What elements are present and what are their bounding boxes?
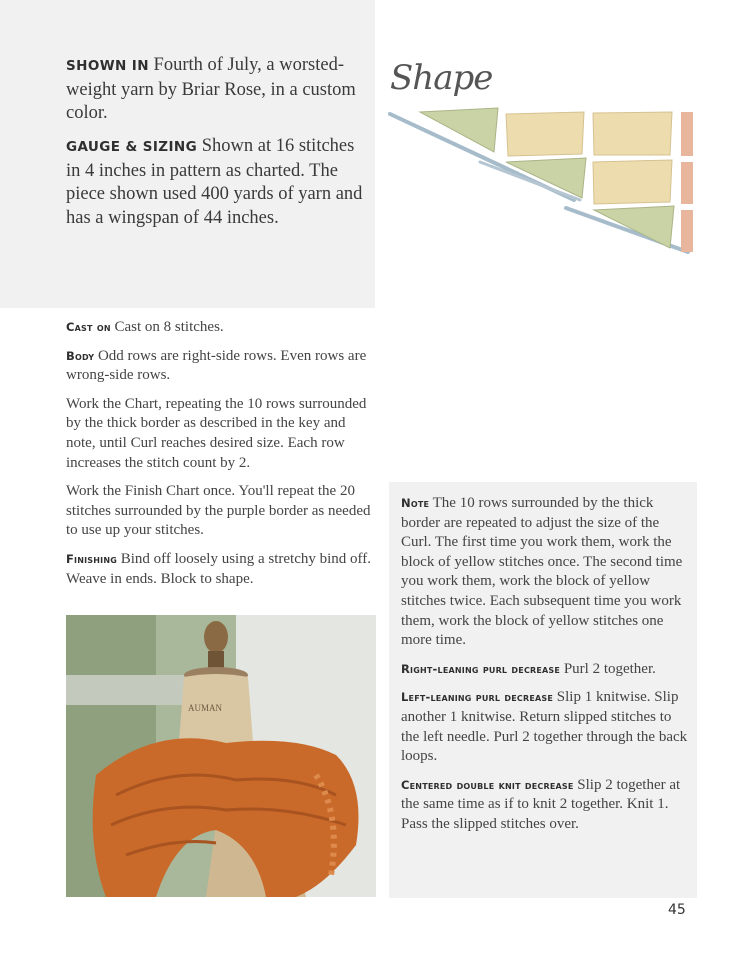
shown-in-paragraph bbox=[66, 54, 366, 126]
left-leaning-text: Slip 1 knitwise. Slip another 1 knitwise. Return slipped stitches to the left needle. Purl 2 together through the back loops. bbox=[401, 689, 688, 765]
note-label: Note bbox=[401, 496, 430, 510]
gauge-label: GAUGE & SIZING bbox=[66, 139, 198, 155]
shawl-photo bbox=[66, 615, 376, 897]
note-box bbox=[389, 482, 697, 898]
salmon-strip-1 bbox=[681, 112, 693, 156]
note-paragraph bbox=[401, 494, 689, 651]
finishing-label: Finishing bbox=[66, 551, 117, 566]
page-number: 45 bbox=[668, 902, 686, 918]
salmon-strip-3 bbox=[681, 210, 693, 252]
right-leaning-paragraph bbox=[401, 660, 689, 680]
note-content bbox=[401, 494, 689, 844]
left-leaning-paragraph bbox=[401, 688, 689, 766]
yellow-block-3 bbox=[593, 160, 672, 204]
cast-on-label: Cast on bbox=[66, 320, 111, 334]
shape-diagram bbox=[388, 100, 698, 260]
green-triangle-3 bbox=[594, 206, 674, 248]
left-leaning-label: Left-leaning purl decrease bbox=[401, 690, 554, 705]
body-paragraph bbox=[66, 347, 378, 386]
right-leaning-text: Purl 2 together. bbox=[563, 660, 656, 677]
right-leaning-label: Right-leaning purl decrease bbox=[401, 661, 561, 676]
instructions-column bbox=[66, 318, 378, 598]
shape-title: Shape bbox=[390, 58, 493, 98]
finishing-text: Bind off loosely using a stretchy bind off. Weave in ends. Block to shape. bbox=[66, 550, 372, 587]
finish-chart-paragraph: Work the Finish Chart once. You'll repeat the 20 stitches surrounded by the purple border as needed to use up your stitches. bbox=[66, 483, 371, 539]
cast-on-paragraph bbox=[66, 318, 378, 338]
centered-double-paragraph bbox=[401, 776, 689, 835]
note-text: The 10 rows surrounded by the thick border are repeated to adjust the size of the Curl. The first time you work them, work the block of yellow stitches once. The second time you work them, work the block of yellow stitches twice. Each subsequent time you work them, work the block of yellow stitches one more time. bbox=[401, 495, 683, 649]
finishing-paragraph bbox=[66, 550, 378, 589]
body-label: Body bbox=[66, 348, 95, 363]
centered-double-text: Slip 2 together at the same time as if to knit 2 together. Knit 1. Pass the slipped stitches over. bbox=[401, 776, 681, 832]
body-text: Odd rows are right-side rows. Even rows are wrong-side rows. bbox=[66, 347, 367, 384]
cast-on-text: Cast on 8 stitches. bbox=[114, 319, 224, 335]
shawl-photo-illustration bbox=[66, 615, 376, 897]
centered-double-label: Centered double knit decrease bbox=[401, 777, 574, 792]
work-chart-paragraph: Work the Chart, repeating the 10 rows surrounded by the thick border as described in the key and note, until Curl reaches desired size. Each row increases the stitch count by 2. bbox=[66, 395, 367, 471]
shown-in-text: Fourth of July, a worsted-weight yarn by Briar Rose, in a custom color. bbox=[66, 55, 356, 123]
yellow-block-1 bbox=[506, 112, 584, 156]
form-label: AUMAN bbox=[188, 703, 223, 713]
gauge-text: Shown at 16 stitches in 4 inches in pattern as charted. The piece shown used 400 yards of yarn and has a wingspan of 44 inches. bbox=[66, 136, 363, 228]
shown-in-label: SHOWN IN bbox=[66, 58, 149, 74]
yellow-block-2 bbox=[593, 112, 672, 155]
gauge-paragraph bbox=[66, 135, 366, 230]
salmon-strip-2 bbox=[681, 162, 693, 204]
info-box bbox=[0, 0, 375, 308]
